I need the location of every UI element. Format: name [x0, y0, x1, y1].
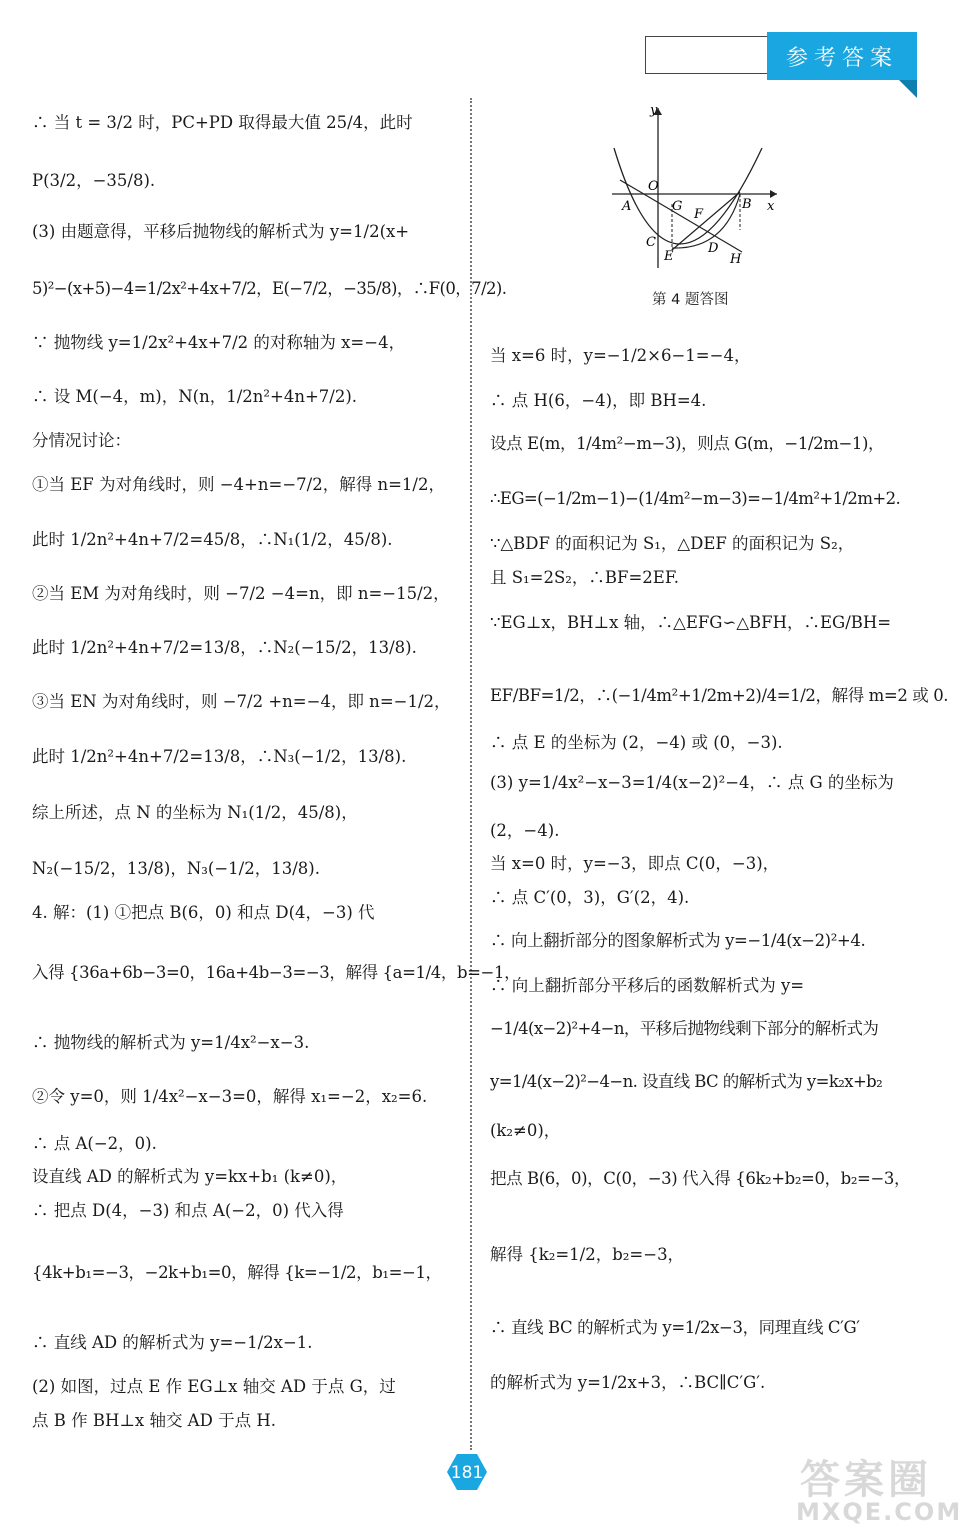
- text-line: ∴ 直线 AD 的解析式为 y=−1/2x−1.: [32, 1333, 313, 1352]
- text-line: 入得 {36a+6b−3=0，16a+4b−3=−3，解得 {a=1/4，b=−1，: [32, 963, 521, 982]
- text-line: 综上所述，点 N 的坐标为 N₁(1/2，45/8)，: [32, 803, 358, 822]
- text-line: ∵△BDF 的面积记为 S₁，△DEF 的面积记为 S₂，: [490, 534, 855, 553]
- page-number: 181: [450, 1463, 484, 1483]
- figure-label: O: [648, 179, 659, 194]
- figure-label: x: [767, 199, 775, 214]
- text-line: 5)²−(x+5)−4=1/2x²+4x+7/2，E(−7/2，−35/8)，∴F(0，7/2).: [32, 279, 507, 298]
- figure-label: B: [742, 197, 752, 212]
- text-line: −1/4(x−2)²+4−n，平移后抛物线剩下部分的解析式为: [490, 1019, 879, 1038]
- text-line: ∴ 直线 BC 的解析式为 y=1/2x−3，同理直线 C′G′: [490, 1318, 860, 1337]
- figure-label: C: [646, 235, 656, 250]
- figure-label: H: [730, 252, 742, 267]
- text-line: (3) 由题意得，平移后抛物线的解析式为 y=1/2(x+: [32, 222, 410, 241]
- text-line: {4k+b₁=−3，−2k+b₁=0，解得 {k=−1/2，b₁=−1，: [32, 1263, 442, 1282]
- text-line: ∵EG⊥x，BH⊥x 轴，∴△EFG∽△BFH，∴EG/BH=: [490, 613, 892, 632]
- text-line: ①当 EF 为对角线时，则 −4+n=−7/2，解得 n=1/2，: [32, 475, 445, 494]
- figure-label: D: [708, 241, 719, 256]
- text-line: 当 x=6 时，y=−1/2×6−1=−4，: [490, 346, 751, 365]
- text-line: 4. 解：(1) ①把点 B(6，0) 和点 D(4，−3) 代: [32, 903, 375, 922]
- text-line: 设点 E(m，1/4m²−m−3)，则点 G(m，−1/2m−1)，: [490, 434, 885, 453]
- watermark-title: 答案圈: [800, 1457, 932, 1503]
- text-line: ∴ 点 E 的坐标为 (2，−4) 或 (0，−3).: [490, 733, 783, 752]
- text-line: ∴ 向上翻折部分的图象解析式为 y=−1/4(x−2)²+4.: [490, 931, 866, 950]
- text-line: 的解析式为 y=1/2x+3，∴BC∥C′G′.: [490, 1373, 766, 1392]
- text-line: (k₂≠0)，: [490, 1121, 561, 1140]
- watermark-url: MXQE.COM: [796, 1498, 962, 1526]
- figure-label: E: [664, 249, 674, 264]
- text-line: ∴ 当 t = 3/2 时，PC+PD 取得最大值 25/4，此时: [32, 113, 413, 132]
- text-line: ∴ 设 M(−4，m)，N(n，1/2n²+4n+7/2).: [32, 387, 358, 406]
- answer-section-label: 参考答案: [785, 46, 898, 71]
- text-line: 且 S₁=2S₂，∴BF=2EF.: [490, 568, 679, 587]
- text-line: ∴ 抛物线的解析式为 y=1/4x²−x−3.: [32, 1033, 310, 1052]
- text-line: ③当 EN 为对角线时，则 −7/2 +n=−4，即 n=−1/2，: [32, 692, 451, 711]
- text-line: (2，−4).: [490, 821, 560, 840]
- text-line: EF/BF=1/2，∴(−1/4m²+1/2m+2)/4=1/2，解得 m=2 或 0.: [490, 686, 949, 705]
- text-line: 点 B 作 BH⊥x 轴交 AD 于点 H.: [32, 1411, 276, 1430]
- text-line: 此时 1/2n²+4n+7/2=13/8，∴N₃(−1/2，13/8).: [32, 747, 407, 766]
- text-line: N₂(−15/2，13/8)，N₃(−1/2，13/8).: [32, 859, 320, 878]
- text-line: 此时 1/2n²+4n+7/2=13/8，∴N₂(−15/2，13/8).: [32, 638, 417, 657]
- text-line: P(3/2，−35/8).: [32, 171, 156, 190]
- text-line: 解得 {k₂=1/2，b₂=−3，: [490, 1245, 685, 1264]
- text-line: ∴ 向上翻折部分平移后的函数解析式为 y=: [490, 976, 805, 995]
- header-blank-box: [645, 36, 769, 74]
- figure-caption: 第 4 题答图: [652, 292, 729, 308]
- column-divider: [470, 98, 472, 1450]
- text-line: ∴ 点 C′(0，3)，G′(2，4).: [490, 888, 690, 907]
- answer-section-tag: [767, 32, 917, 80]
- figure-label: y: [650, 103, 658, 118]
- text-line: (2) 如图，过点 E 作 EG⊥x 轴交 AD 于点 G，过: [32, 1377, 396, 1396]
- tag-fold-corner: [899, 80, 917, 98]
- text-line: ②当 EM 为对角线时，则 −7/2 −4=n，即 n=−15/2，: [32, 584, 450, 603]
- text-line: ∴ 把点 D(4，−3) 和点 A(−2，0) 代入得: [32, 1201, 344, 1220]
- text-line: 把点 B(6，0)，C(0，−3) 代入得 {6k₂+b₂=0，b₂=−3，: [490, 1169, 911, 1188]
- figure-label: G: [672, 199, 683, 214]
- page-number-badge: [446, 1453, 488, 1491]
- text-line: ∵ 抛物线 y=1/2x²+4x+7/2 的对称轴为 x=−4，: [32, 333, 406, 352]
- text-line: 当 x=0 时，y=−3，即点 C(0，−3)，: [490, 854, 780, 873]
- text-line: ∴ 点 H(6，−4)，即 BH=4.: [490, 391, 707, 410]
- text-line: 分情况讨论：: [32, 431, 131, 450]
- text-line: ∴EG=(−1/2m−1)−(1/4m²−m−3)=−1/4m²+1/2m+2.: [490, 489, 901, 508]
- text-line: (3) y=1/4x²−x−3=1/4(x−2)²−4，∴ 点 G 的坐标为: [490, 773, 894, 792]
- text-line: 此时 1/2n²+4n+7/2=45/8，∴N₁(1/2，45/8).: [32, 530, 393, 549]
- figure-label: A: [622, 199, 632, 214]
- text-line: ②令 y=0，则 1/4x²−x−3=0，解得 x₁=−2，x₂=6.: [32, 1087, 428, 1106]
- site-watermark: [790, 1448, 962, 1528]
- text-line: ∴ 点 A(−2，0).: [32, 1134, 157, 1153]
- text-line: 设直线 AD 的解析式为 y=kx+b₁ (k≠0)，: [32, 1167, 348, 1186]
- parabola-figure: [612, 100, 782, 270]
- figure-label: F: [694, 207, 704, 222]
- text-line: y=1/4(x−2)²−4−n. 设直线 BC 的解析式为 y=k₂x+b₂: [490, 1072, 883, 1091]
